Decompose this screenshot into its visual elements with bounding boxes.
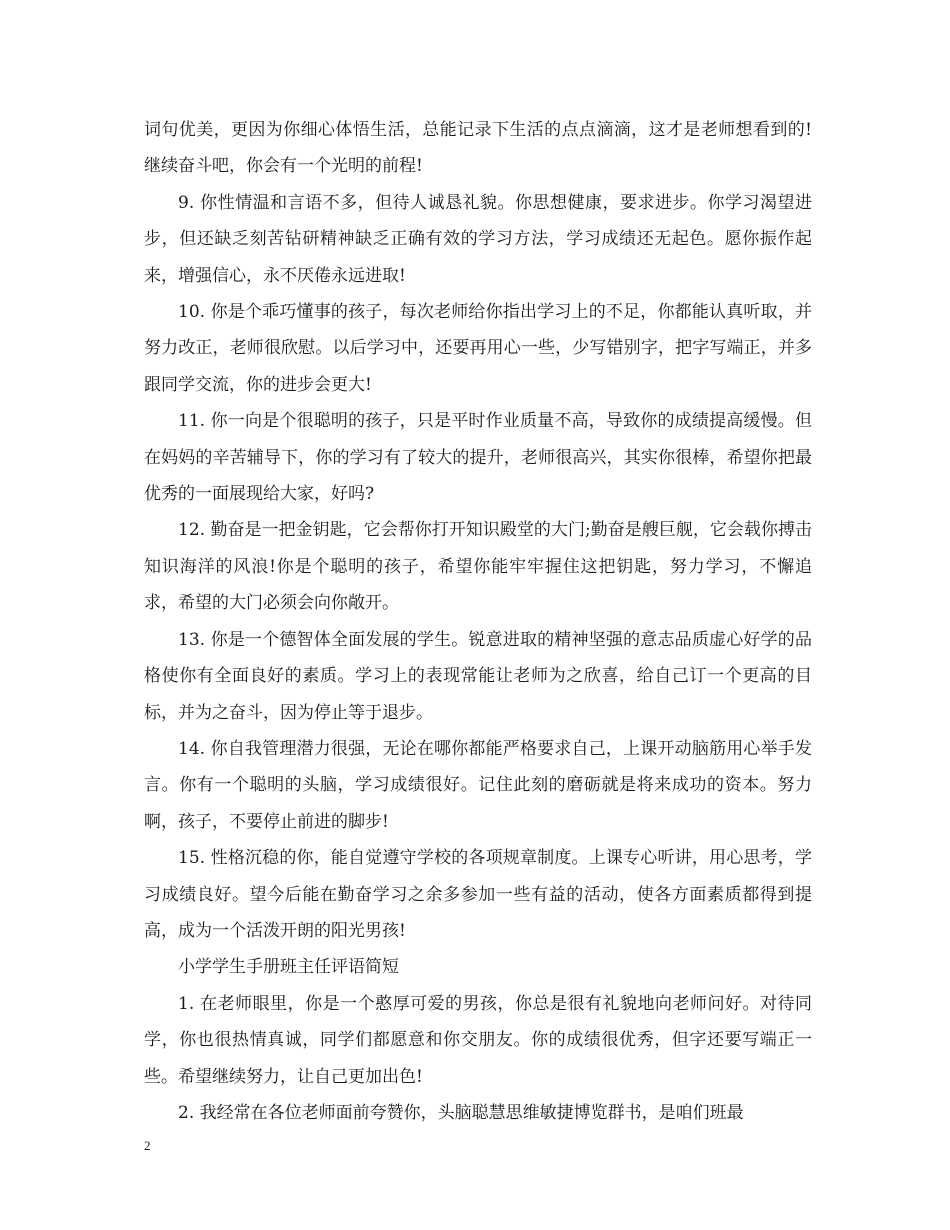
paragraph-comment-1: 1. 在老师眼里，你是一个憨厚可爱的男孩，你总是很有礼貌地向老师问好。对待同学，你也很热情真诚，同学们都愿意和你交朋友。你的成绩很优秀，但字还要写端正一些。希望继续努力，让自己更加出色! (144, 993, 812, 1087)
section-heading: 小学学生手册班主任评语简短 (178, 957, 399, 978)
body-text (144, 112, 812, 1131)
paragraph-comment-9: 9. 你性情温和言语不多，但待人诚恳礼貌。你思想健康，要求进步。你学习渴望进步，但还缺乏刻苦钻研精神缺乏正确有效的学习方法，学习成绩还无起色。愿你振作起来，增强信心，永不厌倦永远进取! (144, 192, 812, 286)
page-number: 2 (144, 1138, 151, 1153)
paragraph-comment-15: 15. 性格沉稳的你，能自觉遵守学校的各项规章制度。上课专心听讲，用心思考，学习成绩良好。望今后能在勤奋学习之余多参加一些有益的活动，使各方面素质都得到提高，成为一个活泼开朗的阳光男孩! (144, 848, 812, 941)
paragraph-comment-14: 14. 你自我管理潜力很强，无论在哪你都能严格要求自己，上课开动脑筋用心举手发言。你有一个聪明的头脑，学习成绩很好。记住此刻的磨砺就是将来成功的资本。努力啊，孩子，不要停止前进的脚步! (144, 738, 812, 832)
paragraph-comment-2: 2. 我经常在各位老师面前夸赞你，头脑聪慧思维敏捷博览群书，是咱们班最 (178, 1102, 744, 1123)
paragraph-comment-12: 12. 勤奋是一把金钥匙，它会帮你打开知识殿堂的大门;勤奋是艘巨舰，它会载你搏击知识海洋的风浪!你是个聪明的孩子，希望你能牢牢握住这把钥匙，努力学习，不懈追求，希望的大门必须会向你敞开。 (144, 520, 812, 614)
paragraph-continuation: 词句优美，更因为你细心体悟生活，总能记录下生活的点点滴滴，这才是老师想看到的!继续奋斗吧，你会有一个光明的前程! (144, 120, 812, 177)
paragraph-comment-13: 13. 你是一个德智体全面发展的学生。锐意进取的精神坚强的意志品质虚心好学的品格使你有全面良好的素质。学习上的表现常能让老师为之欣喜，给自己订一个更高的目标，并为之奋斗，因为停止等于退步。 (144, 629, 812, 723)
paragraph-comment-11: 11. 你一向是个很聪明的孩子，只是平时作业质量不高，导致你的成绩提高缓慢。但在妈妈的辛苦辅导下，你的学习有了较大的提升，老师很高兴，其实你很棒，希望你把最优秀的一面展现给大家，好吗? (144, 411, 812, 505)
paragraph-comment-10: 10. 你是个乖巧懂事的孩子，每次老师给你指出学习上的不足，你都能认真听取，并努力改正，老师很欣慰。以后学习中，还要再用心一些，少写错别字，把字写端正，并多跟同学交流，你的进步会更大! (144, 302, 812, 395)
